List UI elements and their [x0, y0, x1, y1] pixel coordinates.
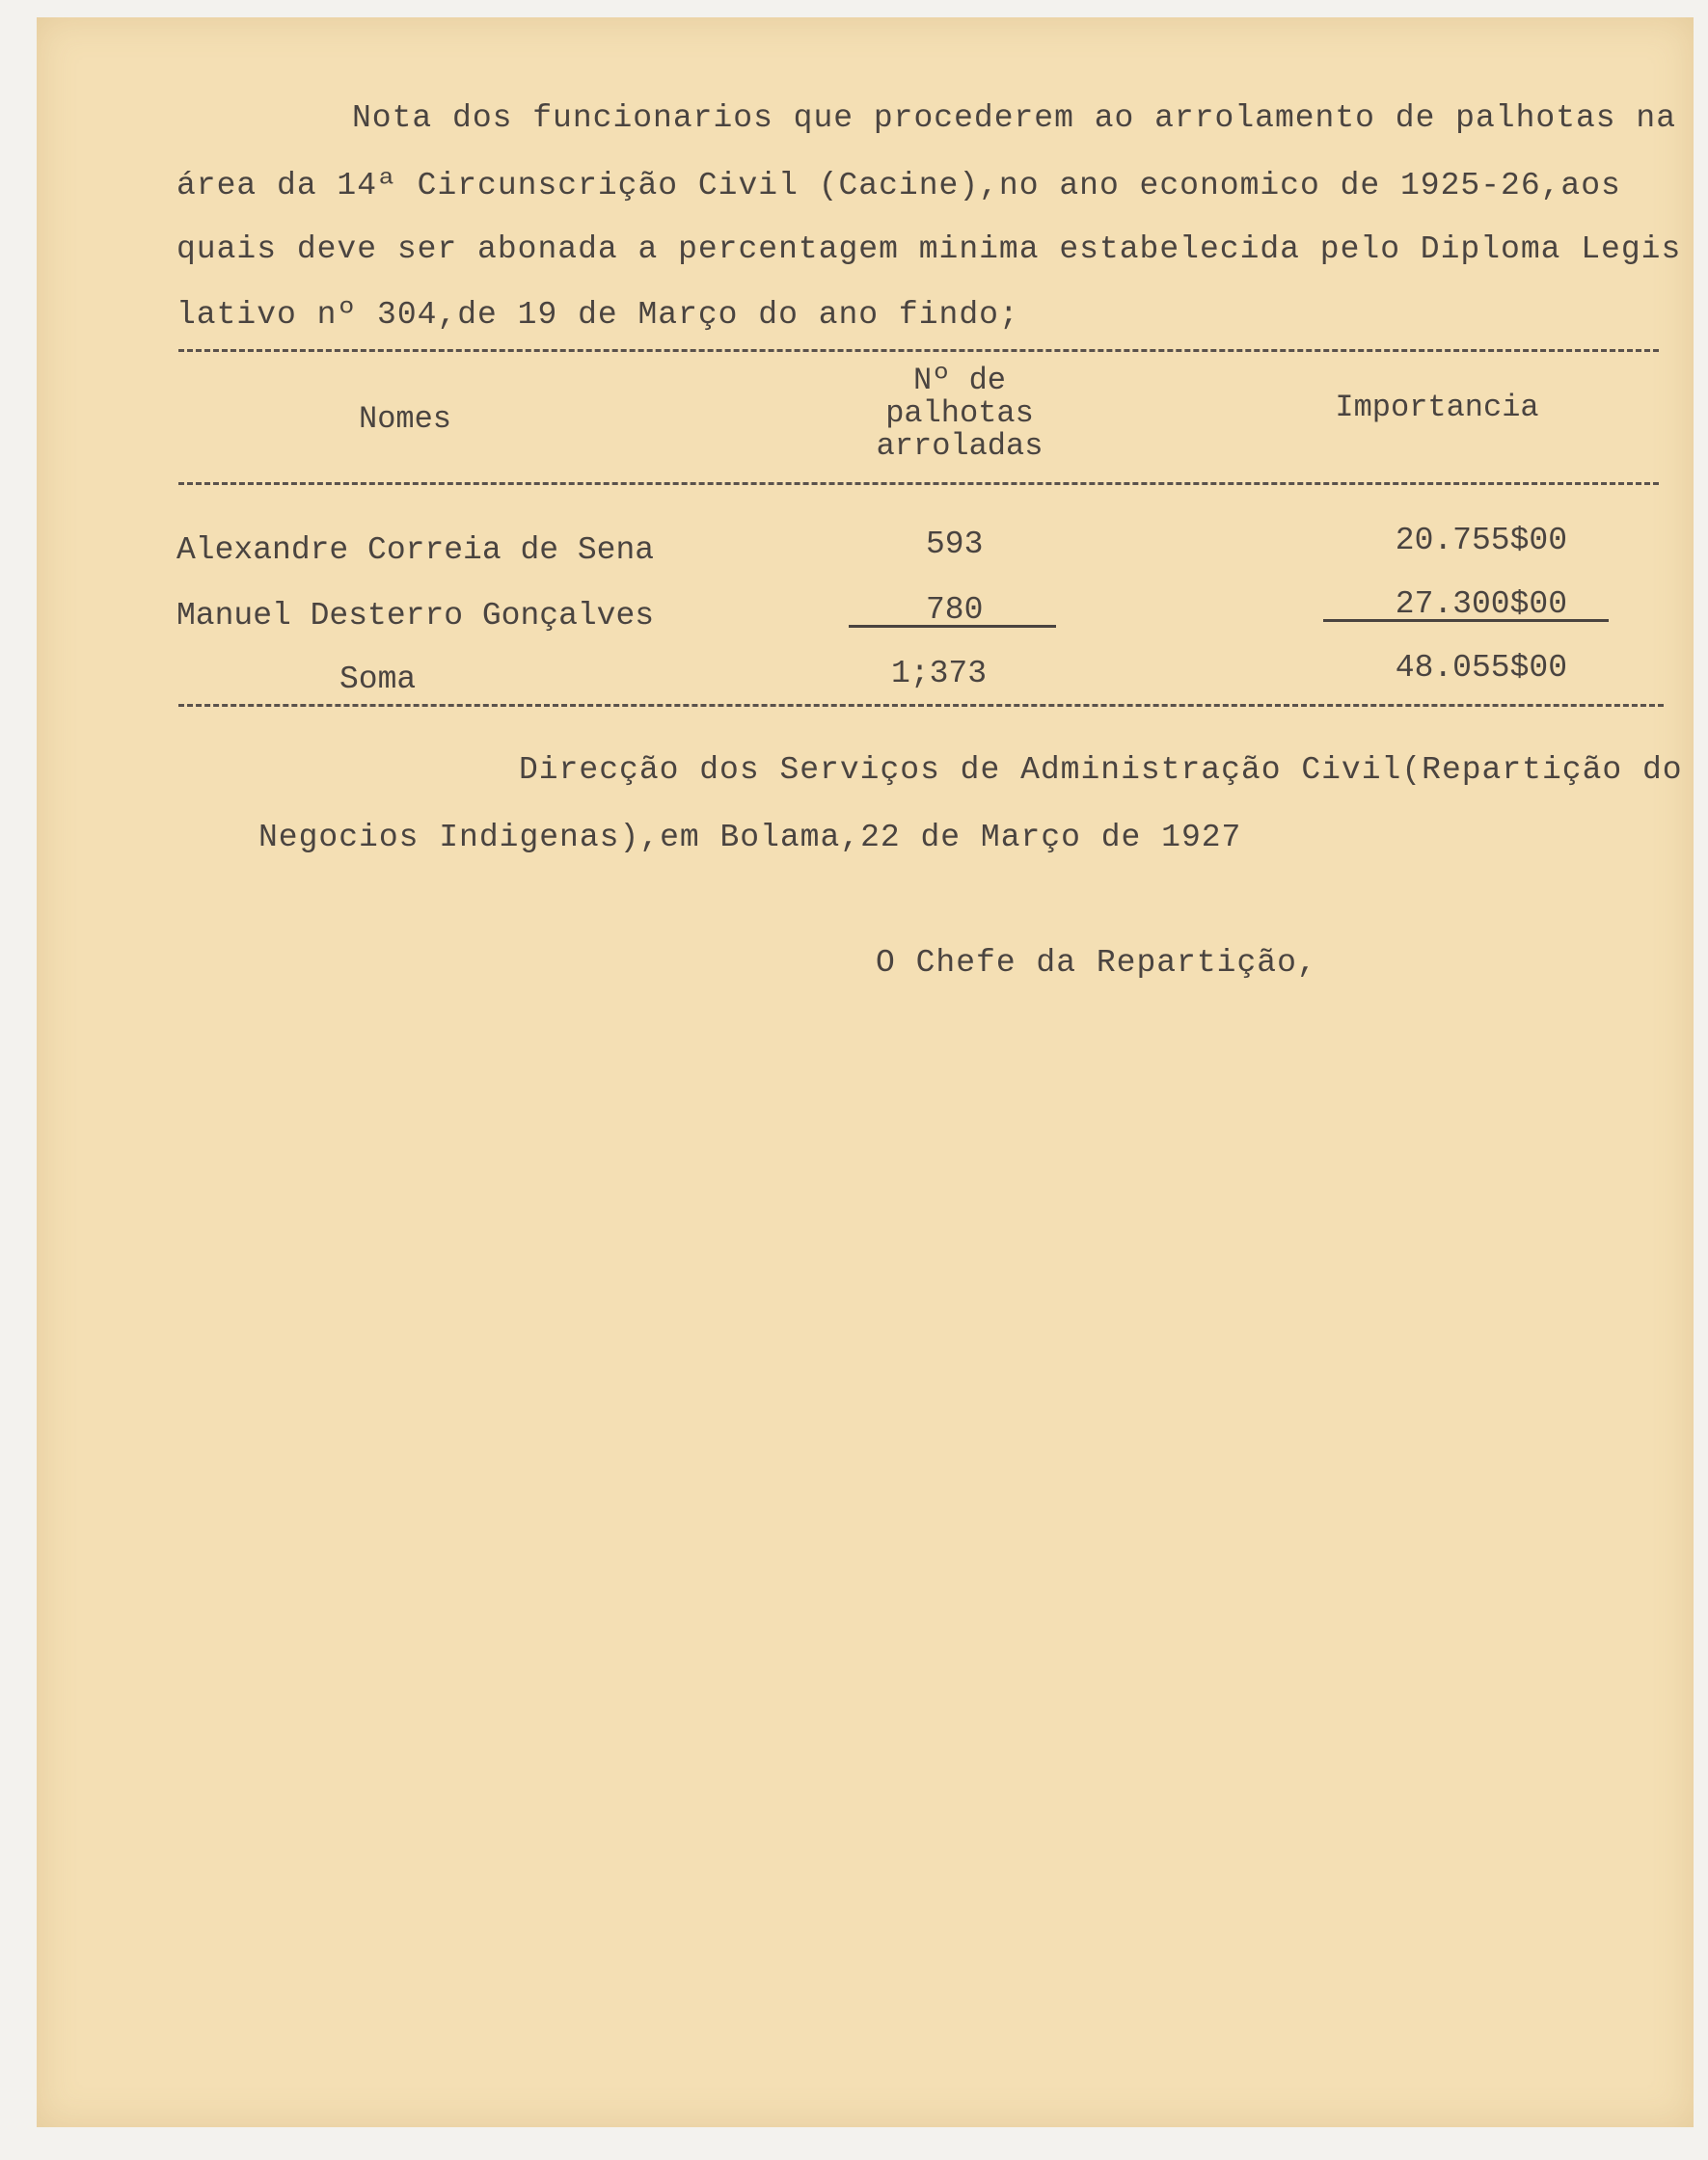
intro-line-3: quais deve ser abonada a percentagem minima estabelecida pelo Diploma Legis [176, 231, 1682, 267]
table-bottom-rule [178, 704, 1664, 707]
table-header-rule [178, 482, 1659, 485]
row-1-palhotas: 593 [926, 526, 984, 562]
row-2-palhotas: 780 [926, 592, 984, 628]
table-top-rule [178, 349, 1659, 352]
header-palhotas-line-3: arroladas [876, 428, 1044, 464]
signature-line: O Chefe da Repartição, [876, 945, 1317, 981]
row-1-nome: Alexandre Correia de Sena [176, 532, 655, 568]
header-nomes: Nomes [358, 401, 451, 437]
palhotas-sum-underline [849, 625, 1056, 628]
total-label: Soma [339, 662, 417, 697]
document-page [37, 17, 1694, 2127]
row-2-nome: Manuel Desterro Gonçalves [176, 598, 655, 634]
header-palhotas-line-2: palhotas [885, 395, 1034, 431]
row-2-importancia: 27.300$00 [1395, 586, 1567, 622]
importancia-sum-underline [1323, 619, 1609, 622]
intro-line-4: lativo nº 304,de 19 de Março do ano findo; [176, 297, 1019, 333]
header-importancia: Importancia [1335, 390, 1539, 425]
footer-line-1: Direcção dos Serviços de Administração Civil(Repartição do [519, 752, 1683, 788]
total-palhotas: 1;373 [891, 656, 988, 691]
total-importancia: 48.055$00 [1395, 650, 1567, 686]
header-palhotas-line-1: Nº de [912, 363, 1006, 398]
row-1-importancia: 20.755$00 [1395, 523, 1567, 558]
intro-line-1: Nota dos funcionarios que procederem ao arrolamento de palhotas na [352, 100, 1677, 136]
footer-line-2: Negocios Indigenas),em Bolama,22 de Março de 1927 [258, 820, 1242, 855]
intro-line-2: área da 14ª Circunscrição Civil (Cacine),no ano economico de 1925-26,aos [176, 168, 1621, 203]
